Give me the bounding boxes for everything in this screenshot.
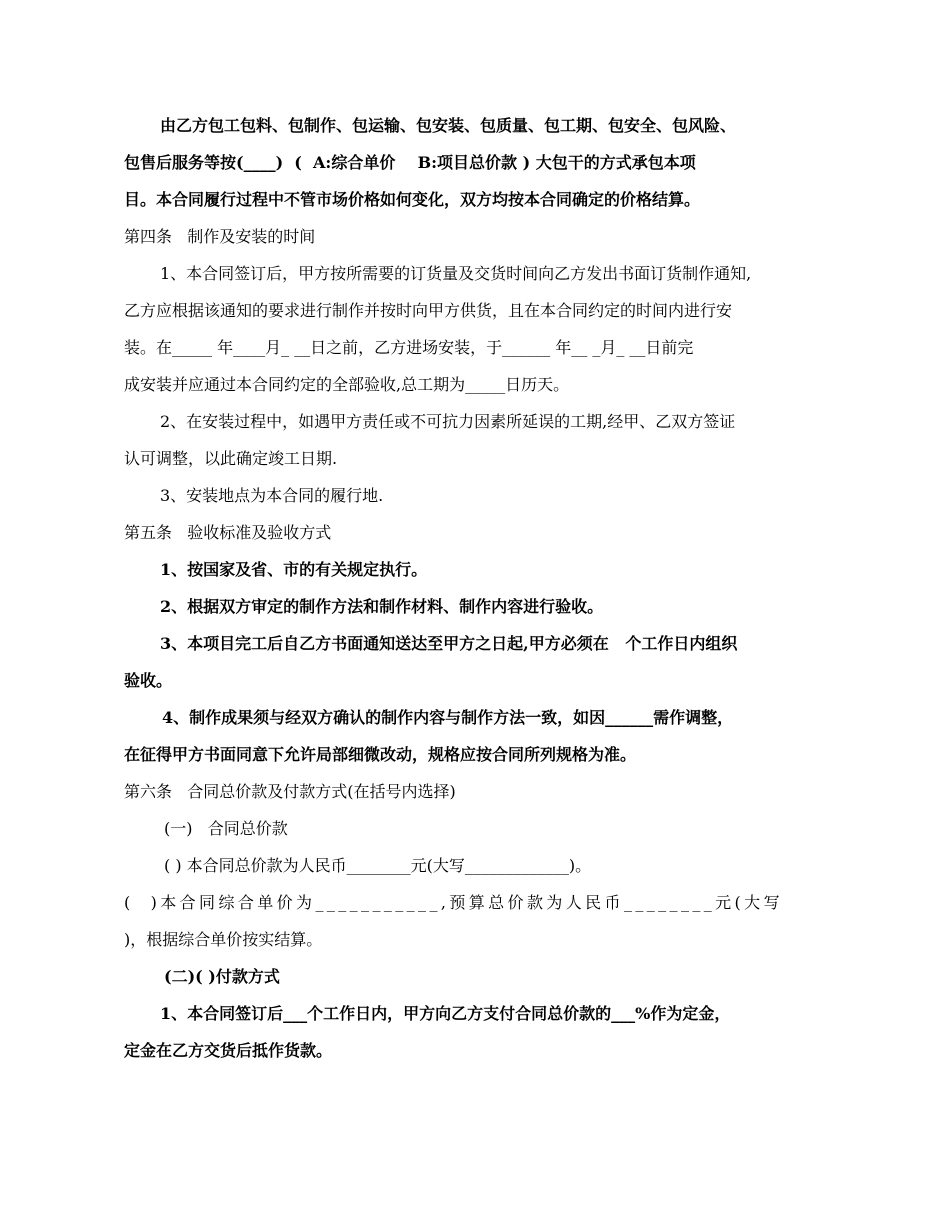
contract-line-8: 成安装并应通过本合同约定的全部验收,总工期为_____日历天。: [124, 375, 570, 394]
contract-line-13: 1、按国家及省、市的有关规定执行。: [160, 560, 428, 579]
contract-line-14: 2、根据双方审定的制作方法和制作材料、制作内容进行验收。: [160, 597, 604, 616]
contract-line-12: 第五条 验收标准及验收方式: [124, 523, 332, 542]
contract-line-22: ( )本合同综合单价为___________,预算总价款为人民币________元(大写: [124, 893, 783, 912]
contract-line-17: 4、制作成果须与经双方确认的制作内容与制作方法一致，如因______需作调整，: [162, 708, 734, 727]
contract-line-6: 乙方应根据该通知的要求进行制作并按时向甲方供货，且在本合同约定的时间内进行安: [124, 301, 733, 320]
contract-line-25: 1、本合同签订后___个工作日内，甲方向乙方支付合同总价款的___%作为定金，: [160, 1004, 731, 1023]
contract-line-3: 目。本合同履行过程中不管市场价格如何变化，双方均按本合同确定的价格结算。: [124, 190, 701, 209]
contract-line-18: 在征得甲方书面同意下允许局部细微改动，规格应按合同所列规格为准。: [124, 745, 637, 764]
contract-line-7: 装。在_____ 年____月_ __日之前，乙方进场安装，于______ 年__ _月_ __日前完: [124, 338, 694, 357]
contract-line-11: 3、安装地点为本合同的履行地.: [160, 486, 384, 505]
contract-line-24: (二)( )付款方式: [164, 967, 280, 986]
contract-line-21: ( ) 本合同总价款为人民币________元(大写_____________)。: [164, 856, 592, 875]
contract-line-16: 验收。: [124, 671, 173, 690]
contract-line-10: 认可调整，以此确定竣工日期.: [124, 449, 338, 468]
contract-line-4: 第四条 制作及安装的时间: [124, 227, 316, 246]
contract-line-19: 第六条 合同总价款及付款方式(在括号内选择): [124, 782, 456, 801]
contract-line-1: 由乙方包工包料、包制作、包运输、包安装、包质量、包工期、包安全、包风险、: [160, 116, 737, 135]
contract-line-5: 1、本合同签订后，甲方按所需要的订货量及交货时间向乙方发出书面订货制作通知,: [160, 264, 752, 283]
contract-line-26: 定金在乙方交货后抵作货款。: [124, 1041, 333, 1060]
contract-line-15: 3、本项目完工后自乙方书面通知送达至甲方之日起,甲方必须在 个工作日内组织: [160, 634, 738, 653]
contract-line-2: 包售后服务等按(____) ( A:综合单价 B:项目总价款 ) 大包干的方式承包本项: [124, 153, 696, 172]
contract-line-23: )，根据综合单价按实结算。: [124, 930, 323, 949]
contract-line-9: 2、在安装过程中，如遇甲方责任或不可抗力因素所延误的工期,经甲、乙双方签证: [160, 412, 736, 431]
contract-line-20: (一) 合同总价款: [164, 819, 288, 838]
